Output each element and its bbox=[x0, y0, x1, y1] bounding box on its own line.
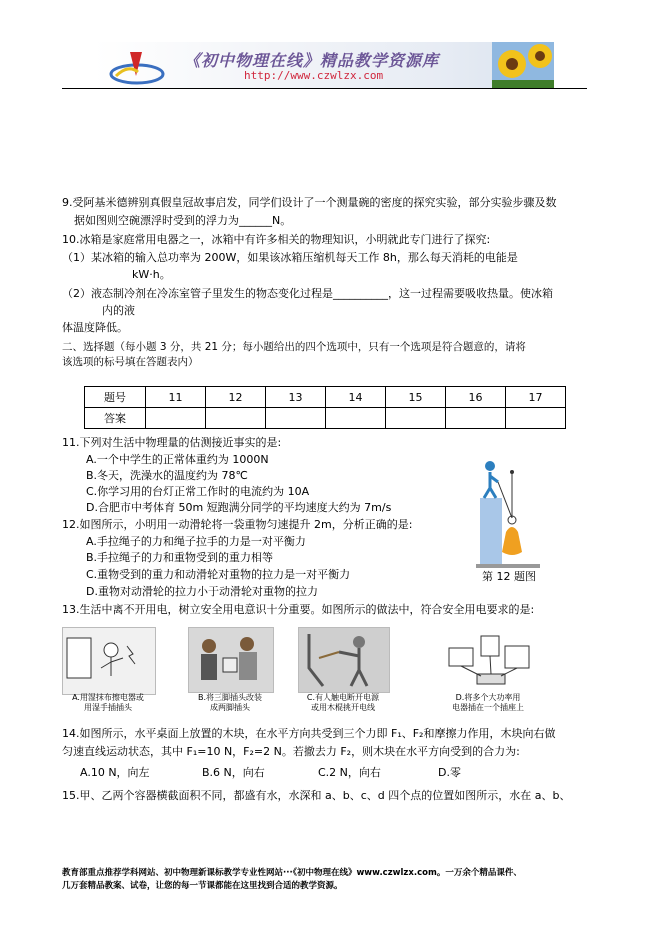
q12-option-b: B.手拉绳子的力和重物受到的重力相等 bbox=[86, 551, 274, 564]
table-cell: 13 bbox=[266, 387, 326, 408]
q13-stem: 13.生活中离不开用电，树立安全用电意识十分重要。如图所示的做法中，符合安全用电要求的是: bbox=[62, 603, 535, 616]
q14-option-d: D.零 bbox=[438, 766, 461, 779]
q11-option-d: D.合肥市中考体育 50m 短跑满分同学的平均速度大约为 7m/s bbox=[86, 501, 392, 514]
banner-url: http://www.czwlzx.com bbox=[244, 69, 384, 82]
q13-caption-b1: B.将三脚插头改装 bbox=[197, 693, 263, 702]
q13-figure-a bbox=[62, 627, 156, 695]
banner-title: 《初中物理在线》精品教学资源库 bbox=[184, 51, 440, 70]
q11-option-b: B.冬天，洗澡水的温度约为 78℃ bbox=[86, 469, 248, 482]
q13-caption-b2: 成两脚插头 bbox=[210, 703, 250, 712]
q11-stem: 11.下列对生活中物理量的估测接近事实的是: bbox=[62, 436, 282, 449]
q11-option-a: A.一个中学生的正常体重约为 1000N bbox=[86, 453, 269, 466]
electric-shock-rescue-illustration-icon bbox=[299, 628, 389, 692]
table-header-number: 题号 bbox=[85, 387, 146, 408]
q10-stem: 10.冰箱是家庭常用电器之一，冰箱中有许多相关的物理知识，小明就此专门进行了探究: bbox=[62, 233, 491, 246]
answer-cell[interactable] bbox=[146, 408, 206, 429]
q13-caption-d2: 电器插在一个插座上 bbox=[452, 703, 524, 712]
overloaded-socket-illustration-icon bbox=[441, 628, 537, 692]
q13-caption-c1: C.有人触电断开电源 bbox=[306, 693, 380, 702]
q10-part2-line2: 内的液 bbox=[102, 304, 135, 317]
section2-heading: 二、选择题（每小题 3 分，共 21 分；每小题给出的四个选项中，只有一个选项是符合题意的，请将 bbox=[62, 341, 526, 353]
answer-cell[interactable] bbox=[386, 408, 446, 429]
table-cell: 15 bbox=[386, 387, 446, 408]
q14-option-a: A.10 N，向左 bbox=[80, 766, 150, 779]
logo-icon bbox=[108, 46, 166, 86]
footer-line1: 教育部重点推荐学科网站、初中物理新课标教学专业性网站···《初中物理在线》www.czwlzx.com。一万余个精品课件、 bbox=[62, 868, 522, 878]
table-header-answer: 答案 bbox=[85, 408, 146, 429]
q14-option-b: B.6 N，向右 bbox=[202, 766, 265, 779]
q12-option-a: A.手拉绳子的力和绳子拉手的力是一对平衡力 bbox=[86, 535, 306, 548]
q10-part2-line3: 体温度降低。 bbox=[62, 321, 128, 334]
answer-cell[interactable] bbox=[266, 408, 326, 429]
q15-line1: 15.甲、乙两个容器横截面积不同，都盛有水，水深和 a、b、c、d 四个点的位置如图所示，水在 a、b、 bbox=[62, 789, 571, 802]
q12-option-c: C.重物受到的重力和动滑轮对重物的拉力是一对平衡力 bbox=[86, 568, 351, 581]
table-row bbox=[85, 387, 566, 408]
q11-option-c: C.你学习用的台灯正常工作时的电流约为 10A bbox=[86, 485, 310, 498]
q13-figure-c bbox=[298, 627, 390, 693]
table-cell: 16 bbox=[446, 387, 506, 408]
q13-figure-b bbox=[188, 627, 274, 693]
q12-option-d: D.重物对动滑轮的拉力小于动滑轮对重物的拉力 bbox=[86, 585, 318, 598]
q12-stem: 12.如图所示，小明用一动滑轮将一袋重物匀速提升 2m，分析正确的是: bbox=[62, 518, 413, 531]
table-cell: 17 bbox=[506, 387, 566, 408]
table-row bbox=[85, 408, 566, 429]
q13-caption-a2: 用湿手插插头 bbox=[84, 703, 132, 712]
pulley-figure bbox=[476, 452, 540, 570]
answer-cell[interactable] bbox=[506, 408, 566, 429]
q13-caption-c2: 或用木棍挑开电线 bbox=[311, 703, 375, 712]
q9-line2: 据如图则空碗漂浮时受到的浮力为______N。 bbox=[74, 214, 292, 227]
table-cell: 14 bbox=[326, 387, 386, 408]
section2-heading-cont: 该选项的标号填在答题表内） bbox=[62, 356, 199, 368]
q13-caption-a1: A.用湿抹布擦电器或 bbox=[72, 693, 144, 702]
header-banner bbox=[94, 42, 554, 88]
q10-part1-line1: （1）某冰箱的输入总功率为 200W，如果该冰箱压缩机每天工作 8h，那么每天消耗的电能是 bbox=[62, 251, 518, 264]
table-cell: 11 bbox=[146, 387, 206, 408]
answer-table bbox=[84, 386, 566, 429]
table-cell: 12 bbox=[206, 387, 266, 408]
q12-figure-caption: 第 12 题图 bbox=[482, 570, 536, 583]
q14-line2: 匀速直线运动状态，其中 F₁=10 N，F₂=2 N。若撤去力 F₂，则木块在水平方向受到的合力为: bbox=[62, 745, 520, 758]
answer-cell[interactable] bbox=[446, 408, 506, 429]
q9-line1: 9.受阿基米德辨别真假皇冠故事启发，同学们设计了一个测量碗的密度的探究实验，部分实验步骤及数 bbox=[62, 196, 557, 209]
q13-caption-d1: D.将多个大功率用 bbox=[455, 693, 521, 702]
header-rule bbox=[62, 88, 587, 89]
q14-option-c: C.2 N，向右 bbox=[318, 766, 381, 779]
sunflower-icon bbox=[492, 42, 554, 88]
q13-figure-d bbox=[440, 627, 538, 693]
plug-modification-illustration-icon bbox=[189, 628, 273, 692]
answer-cell[interactable] bbox=[326, 408, 386, 429]
q14-line1: 14.如图所示，水平桌面上放置的木块，在水平方向共受到三个力即 F₁、F₂和摩擦力作用，木块向右做 bbox=[62, 727, 556, 740]
q10-part2-line1: （2）液态制冷剂在冷冻室管子里发生的物态变化过程是__________，这一过程需要吸收热量。使冰箱 bbox=[62, 287, 553, 300]
wet-hands-illustration-icon bbox=[63, 628, 155, 694]
q10-part1-line2: kW·h。 bbox=[132, 268, 171, 281]
answer-cell[interactable] bbox=[206, 408, 266, 429]
footer-line2: 几万套精品教案、试卷，让您的每一节课都能在这里找到合适的教学资源。 bbox=[62, 881, 343, 891]
